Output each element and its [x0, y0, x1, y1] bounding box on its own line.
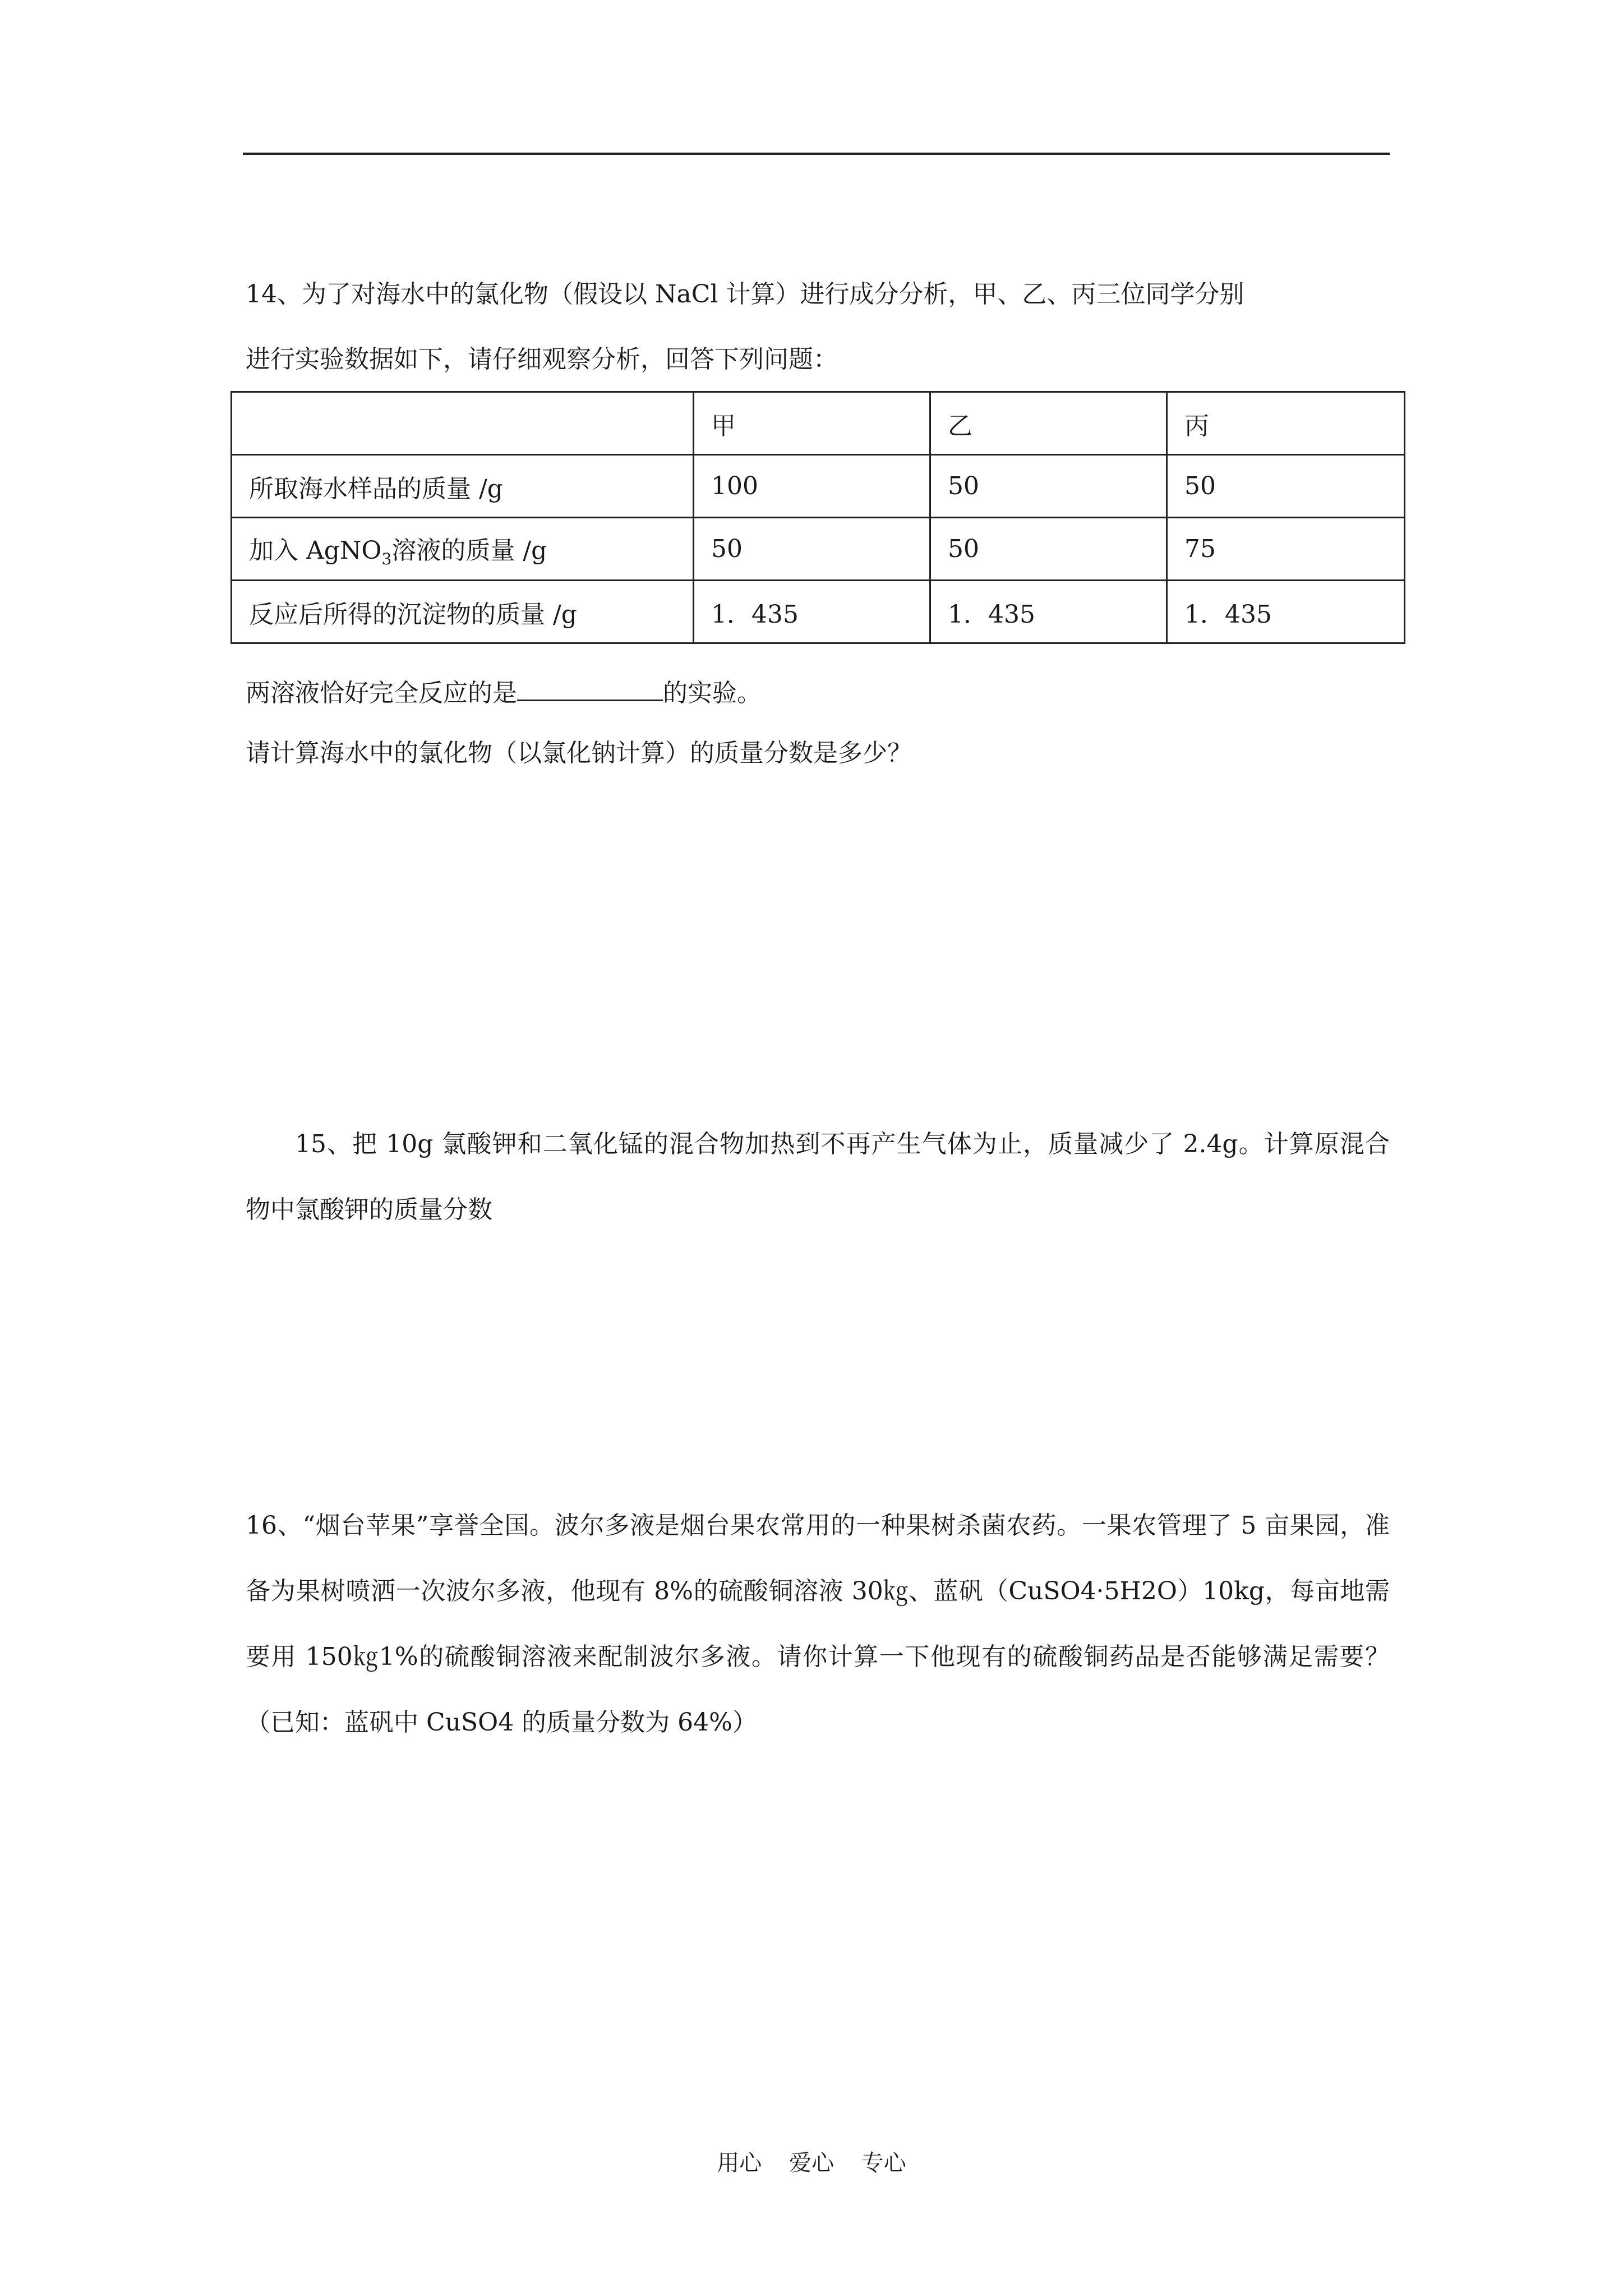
experiment-data-table [230, 391, 1405, 644]
q14-line-2: 进行实验数据如下，请仔细观察分析，回答下列问题： [246, 345, 838, 374]
table-cell: 1．435 [694, 581, 930, 643]
q14-line-1: 14、为了对海水中的氯化物（假设以 NaCl 计算）进行成分分析，甲、乙、丙三位同学分别 [246, 280, 1244, 309]
row-label [232, 518, 694, 581]
row-label-subscript: 3 [381, 549, 392, 568]
table-cell: 50 [930, 518, 1167, 581]
table-cell: 50 [930, 455, 1167, 518]
q14-question: 请计算海水中的氯化物（以氯化钠计算）的质量分数是多少？ [246, 739, 912, 767]
table-header-cell: 乙 [930, 392, 1167, 455]
row-label: 反应后所得的沉淀物的质量 /g [232, 581, 694, 643]
blank-suffix: 的实验。 [663, 679, 762, 707]
page-footer: 用心 爱心 专心 [717, 2150, 906, 2176]
answer-blank [517, 677, 663, 701]
q15-text: 15、把 10g 氯酸钾和二氧化锰的混合物加热到不再产生气体为止，质量减少了 2.4g。计算原混合物中氯酸钾的质量分数 [246, 1130, 1390, 1224]
table-header-cell [232, 392, 694, 455]
header-rule [243, 153, 1390, 155]
row-label: 所取海水样品的质量 /g [232, 455, 694, 518]
table-row [232, 455, 1405, 518]
row-label-post: 溶液的质量 /g [391, 536, 547, 565]
table-cell: 50 [1167, 455, 1405, 518]
row-label-pre: 加入 AgNO [249, 536, 382, 565]
table-header-row [232, 392, 1405, 455]
blank-prefix: 两溶液恰好完全反应的是 [246, 679, 517, 707]
table-cell: 100 [694, 455, 930, 518]
table-cell: 1．435 [930, 581, 1167, 643]
table-cell: 50 [694, 518, 930, 581]
table-cell: 75 [1167, 518, 1405, 581]
q14-blank-line [246, 660, 1390, 726]
table-row [232, 581, 1405, 643]
q16-text: 16、“烟台苹果”享誉全国。波尔多液是烟台果农常用的一种果树杀菌农药。一果农管理了 5 亩果园，准备为果树喷洒一次波尔多液，他现有 8%的硫酸铜溶液 30㎏、蓝矾（CuSO4·5H2O）10kg，每亩地需要用 150㎏1%的硫酸铜溶液来配制波尔多液。请你计算一下他现有的硫酸铜药品是否能够满足需要？（已知：蓝矾中 CuSO4 的质量分数为 64%） [246, 1511, 1390, 1737]
table-header-cell: 甲 [694, 392, 930, 455]
table-row [232, 518, 1405, 581]
table-cell: 1．435 [1167, 581, 1405, 643]
table-header-cell: 丙 [1167, 392, 1405, 455]
